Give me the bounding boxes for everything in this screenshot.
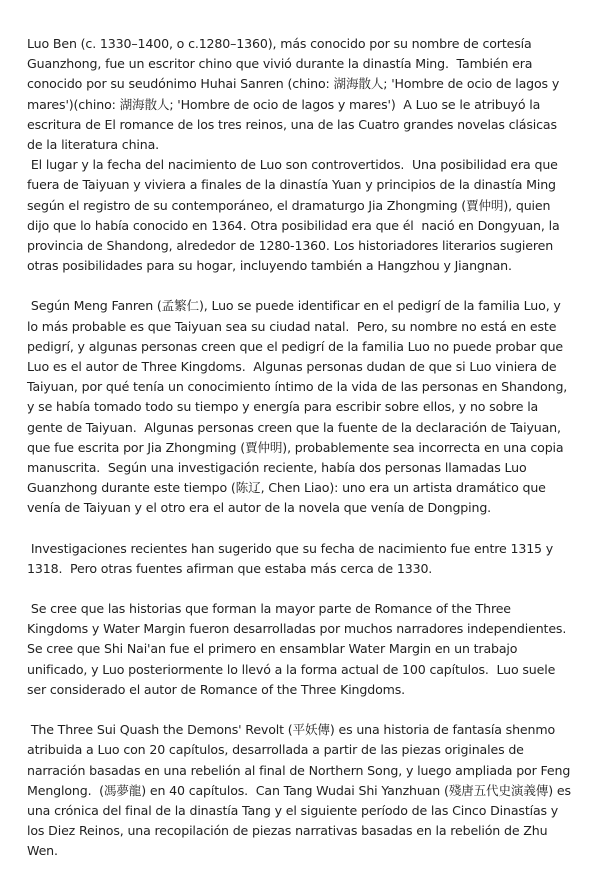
document-body bbox=[27, 34, 573, 882]
paragraph-meng-fanren: Según Meng Fanren (孟繁仁), Luo se puede identificar en el pedigrí de la familia Luo, y lo más probable es que Taiyuan sea su ciudad natal. Pero, su nombre no está en este pedigrí, y algunas personas creen que el pedigrí de la familia Luo no puede probar que Luo es el autor de Three Kingdoms. Algunas personas dudan de que si Luo viniera de Taiyuan, por qué tenía un conocimiento íntimo de la vida de las personas en Shandong, y se había tomado todo su tiempo y energía para escribir sobre ellos, y no sobre la gente de Taiyuan. Algunas personas creen que la fuente de la declaración de Taiyuan, que fue escrita por Jia Zhongming (賈仲明), probablemente sea incorrecta en una copia manuscrita. Según una investigación reciente, había dos personas llamadas Luo Guanzhong durante este tiempo (陈辽, Chen Liao): uno era un artista dramático que venía de Taiyuan y el otro era el autor de la novela que venía de Dongping. bbox=[27, 298, 572, 516]
paragraph-birthplace: El lugar y la fecha del nacimiento de Luo son controvertidos. Una posibilidad era que fuera de Taiyuan y viviera a finales de la dinastía Yuan y principios de la dinastía Ming según el registro de su contemporáneo, el dramaturgo Jia Zhongming (賈仲明), quien dijo que lo había conocido en 1364. Otra posibilidad era que él nació en Dongyuan, la provincia de Shandong, alrededor de 1280-1360. Los historiadores literarios sugieren otras posibilidades para su hogar, incluyendo también a Hangzhou y Jiangnan. bbox=[27, 157, 564, 274]
paragraph-birth-date: Investigaciones recientes han sugerido que su fecha de nacimiento fue entre 1315 y 1318. Pero otras fuentes afirman que estaba más cerca de 1330. bbox=[27, 540, 557, 576]
paragraph-intro: Luo Ben (c. 1330–1400, o c.1280–1360), más conocido por su nombre de cortesía Guanzhong, fue un escritor chino que vivió durante la dinastía Ming. También era conocido por su seudónimo Huhai Sanren (chino: 湖海散人; 'Hombre de ocio de lagos y mares')(chino: 湖海散人; 'Hombre de ocio de lagos y mares') A Luo se le atribuyó la escritura de El romance de los tres reinos, una de las Cuatro grandes novelas clásicas de la literatura china. bbox=[27, 36, 563, 153]
paragraph-other-works: The Three Sui Quash the Demons' Revolt (平妖傳) es una historia de fantasía shenmo atribuida a Luo con 20 capítulos, desarrollada a partir de las piezas originales de narración basadas en una rebelión al final de Northern Song, y luego ampliada por Feng Menglong. (馮夢龍) en 40 capítulos. Can Tang Wudai Shi Yanzhuan (殘唐五代史演義傳) es una crónica del final de la dinastía Tang y el siguiente período de las Cinco Dinastías y los Diez Reinos, una recopilación de piezas narrativas basadas en la rebelión de Zhu Wen. bbox=[27, 722, 575, 859]
paragraph-authorship: Se cree que las historias que forman la mayor parte de Romance of the Three Kingdoms y Water Margin fueron desarrolladas por muchos narradores independientes. Se cree que Shi Nai'an fue el primero en ensamblar Water Margin en un trabajo unificado, y Luo posteriormente lo llevó a la forma actual de 100 capítulos. Luo suele ser considerado el autor de Romance of the Three Kingdoms. bbox=[27, 601, 574, 697]
